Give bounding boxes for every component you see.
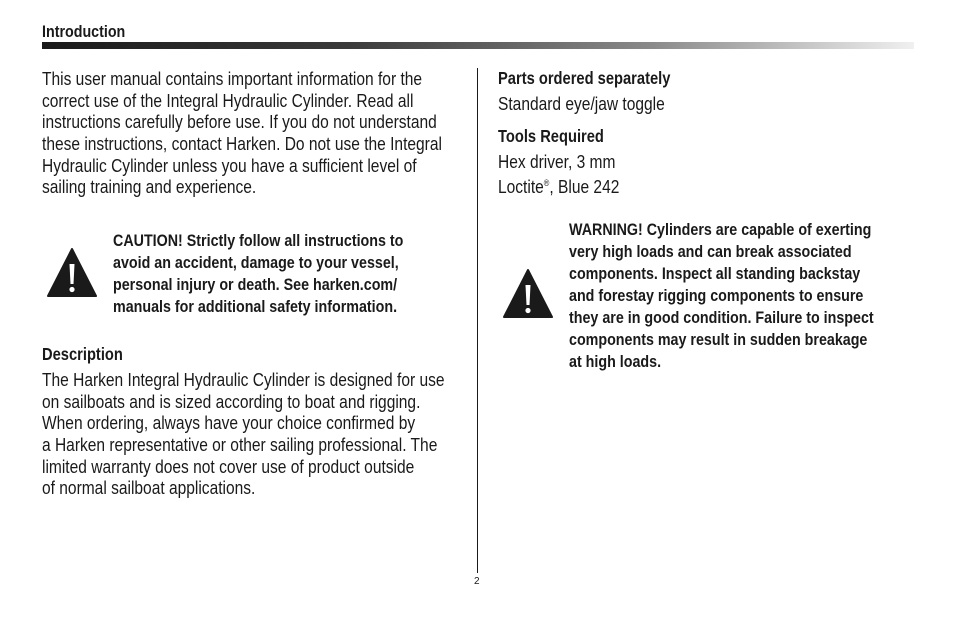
parts-heading-text: Parts ordered separately bbox=[498, 68, 671, 88]
description-line: limited warranty does not cover use of product outside bbox=[42, 455, 415, 477]
description-paragraph bbox=[42, 369, 521, 499]
warning-line: they are in good condition. Failure to inspect bbox=[569, 308, 874, 327]
caution-line: avoid an accident, damage to your vessel, bbox=[113, 253, 399, 272]
warning-line: very high loads and can break associated bbox=[569, 242, 852, 261]
description-line: When ordering, always have your choice confirmed by bbox=[42, 412, 416, 434]
loctite-variant: , Blue 242 bbox=[549, 175, 620, 197]
caution-line: CAUTION! Strictly follow all instructions to bbox=[113, 231, 404, 250]
loctite-label: Loctite bbox=[498, 175, 544, 197]
caution-line: manuals for additional safety information. bbox=[113, 297, 398, 316]
description-heading bbox=[42, 344, 138, 365]
page-number: 2 bbox=[474, 576, 480, 587]
intro-line: correct use of the Integral Hydraulic Cylinder. Read all bbox=[42, 89, 414, 111]
intro-line: instructions carefully before use. If you do not understand bbox=[42, 111, 437, 133]
description-line: on sailboats and is sized according to boat and rigging. bbox=[42, 390, 421, 412]
intro-line: these instructions, contact Harken. Do not use the Integral bbox=[42, 133, 442, 155]
tools-heading-text: Tools Required bbox=[498, 126, 604, 146]
header-rule bbox=[42, 42, 914, 49]
intro-line: This user manual contains important information for the bbox=[42, 68, 423, 89]
warning-line: components. Inspect all standing backstay bbox=[569, 264, 861, 283]
section-title-text: Introduction bbox=[42, 22, 126, 41]
warning-line: WARNING! Cylinders are capable of exerting bbox=[569, 220, 872, 239]
intro-line: Hydraulic Cylinder unless you have a sufficient level of bbox=[42, 154, 417, 176]
warning-line: and forestay rigging components to ensure bbox=[569, 286, 864, 305]
warning-triangle-icon bbox=[502, 268, 554, 319]
description-line: The Harken Integral Hydraulic Cylinder is designed for use bbox=[42, 369, 445, 390]
section-title bbox=[42, 22, 141, 42]
registered-mark: ® bbox=[543, 177, 550, 188]
warning-text bbox=[569, 219, 932, 373]
caution-line: personal injury or death. See harken.com/ bbox=[113, 275, 398, 294]
caution-text bbox=[113, 230, 459, 318]
tools-item-loctite bbox=[498, 173, 619, 198]
warning-triangle-icon bbox=[46, 247, 98, 298]
parts-item: Standard eye/jaw toggle bbox=[498, 93, 665, 114]
warning-line: at high loads. bbox=[569, 352, 662, 371]
parts-list bbox=[498, 93, 697, 115]
column-divider bbox=[477, 68, 478, 573]
warning-line: components may result in sudden breakage bbox=[569, 330, 868, 349]
intro-paragraph bbox=[42, 68, 518, 198]
tools-heading bbox=[498, 126, 624, 147]
description-heading-text: Description bbox=[42, 344, 123, 364]
parts-heading bbox=[498, 68, 703, 89]
description-line: of normal sailboat applications. bbox=[42, 477, 256, 499]
tools-list bbox=[498, 151, 642, 197]
description-line: a Harken representative or other sailing professional. The bbox=[42, 434, 438, 456]
tools-item-hex-driver: Hex driver, 3 mm bbox=[498, 151, 616, 172]
intro-line: sailing training and experience. bbox=[42, 176, 257, 198]
